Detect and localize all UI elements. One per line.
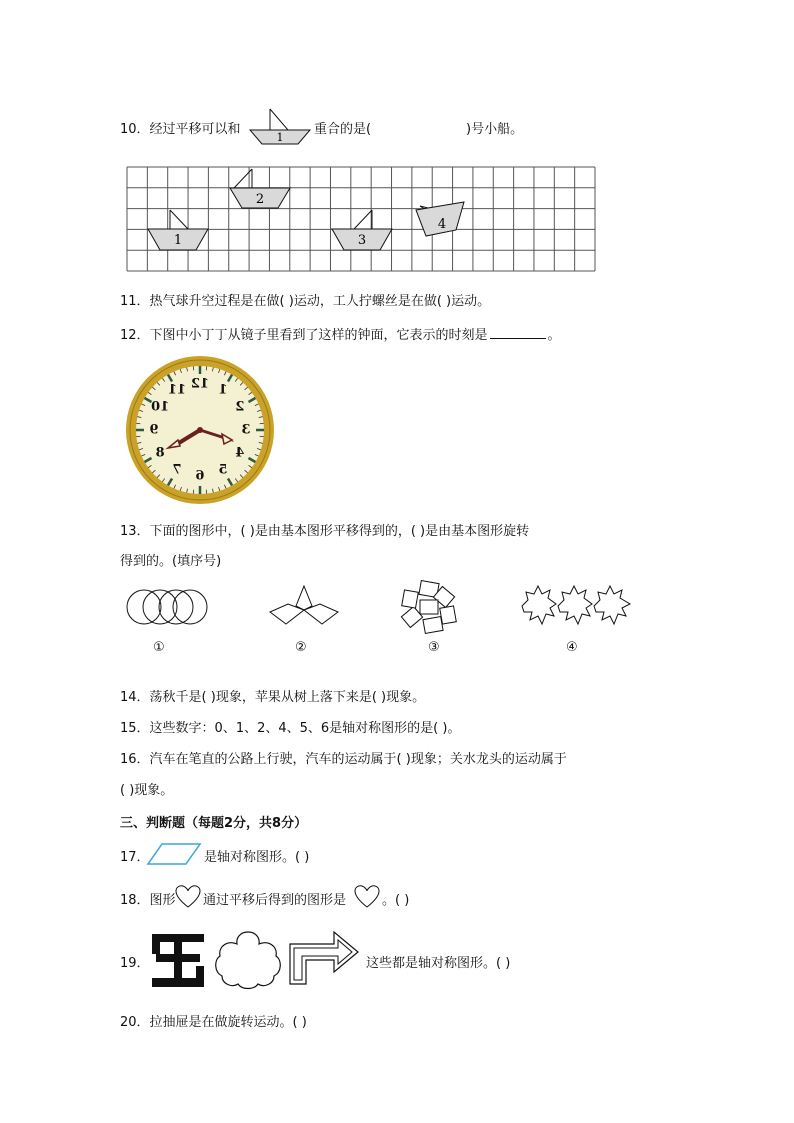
q14-text: 14．荡秋千是( )现象，苹果从树上落下来是( )现象。 xyxy=(120,690,426,705)
arrow-shape-icon xyxy=(288,930,360,986)
clock-number: 6 xyxy=(195,468,205,484)
clock-number: 7 xyxy=(172,462,182,478)
q10-text-c: )号小船。 xyxy=(466,122,524,137)
clock-number: 9 xyxy=(149,422,159,438)
clock-number: 1 xyxy=(218,382,228,398)
boat-label-1: 1 xyxy=(173,233,183,248)
parallelogram-icon xyxy=(146,842,202,866)
q16-line2: ( )现象。 xyxy=(120,783,174,798)
q12-answer-blank[interactable] xyxy=(490,326,546,339)
clock-number: 12 xyxy=(190,376,210,392)
q12-text-b: 。 xyxy=(547,328,561,343)
rhombus-shape-icon xyxy=(264,584,344,628)
boat-2 xyxy=(230,169,290,208)
heart-icon-result xyxy=(354,885,380,909)
q13-label-3: ③ xyxy=(428,640,440,655)
q10-text-a: 10．经过平移可以和 xyxy=(120,122,241,137)
q16-line1: 16．汽车在笔直的公路上行驶，汽车的运动属于( )现象；关水龙头的运动属于 xyxy=(120,752,567,767)
clock-number: 4 xyxy=(235,445,245,461)
clock-number: 3 xyxy=(241,422,251,438)
section3-title: 三、判断题（每题2分，共8分） xyxy=(120,816,308,831)
clock-number: 5 xyxy=(218,462,228,478)
q13-label-2: ② xyxy=(295,640,307,655)
q11-text: 11．热气球升空过程是在做( )运动，工人拧螺丝是在做( )运动。 xyxy=(120,294,491,309)
heart-icon-original xyxy=(175,885,201,909)
q18-num: 18．图形 xyxy=(120,893,176,908)
q15-text: 15．这些数字：0、1、2、4、5、6是轴对称图形的是( )。 xyxy=(120,721,461,736)
q18-text-b: 通过平移后得到的图形是 xyxy=(203,893,347,908)
q10-text-b: 重合的是( xyxy=(314,122,372,137)
q17-num: 17． xyxy=(120,850,150,865)
boat-3 xyxy=(332,210,392,250)
clock-number: 11 xyxy=(167,382,187,398)
boat-label-3: 3 xyxy=(357,233,367,248)
clock-number: 2 xyxy=(235,399,245,415)
q13-line2: 得到的。(填序号) xyxy=(120,554,222,569)
q17-text: 是轴对称图形。( ) xyxy=(204,850,310,865)
q13-label-4: ④ xyxy=(566,640,578,655)
boat-1 xyxy=(148,210,208,250)
q18-text-c: 。( ) xyxy=(382,893,410,908)
leaves-shape-icon xyxy=(520,584,636,628)
q12-text-a: 12．下图中小丁丁从镜子里看到了这样的钟面，它表示的时刻是 xyxy=(120,328,488,343)
clock-number: 8 xyxy=(155,445,165,461)
boat-grid xyxy=(126,166,596,272)
reference-boat-icon xyxy=(248,106,312,148)
ref-boat-label: 1 xyxy=(276,131,284,144)
q13-label-1: ① xyxy=(153,640,165,655)
cloud-shape-icon xyxy=(212,928,284,990)
rotated-squares-icon xyxy=(398,580,462,636)
boat-4 xyxy=(416,202,464,236)
boat-label-2: 2 xyxy=(255,192,265,207)
boat-label-4: 4 xyxy=(437,217,447,232)
clock-number: 10 xyxy=(151,399,170,415)
circles-shape-icon xyxy=(124,586,210,628)
glyph-shape-icon xyxy=(150,932,206,990)
q19-num: 19． xyxy=(120,956,150,971)
q13-line1: 13．下面的图形中，( )是由基本图形平移得到的，( )是由基本图形旋转 xyxy=(120,524,530,539)
q19-text: 这些都是轴对称图形。( ) xyxy=(366,956,511,971)
q12-text xyxy=(120,324,561,343)
mirror-clock-icon xyxy=(122,354,278,506)
q20-text: 20．拉抽屉是在做旋转运动。( ) xyxy=(120,1015,307,1030)
